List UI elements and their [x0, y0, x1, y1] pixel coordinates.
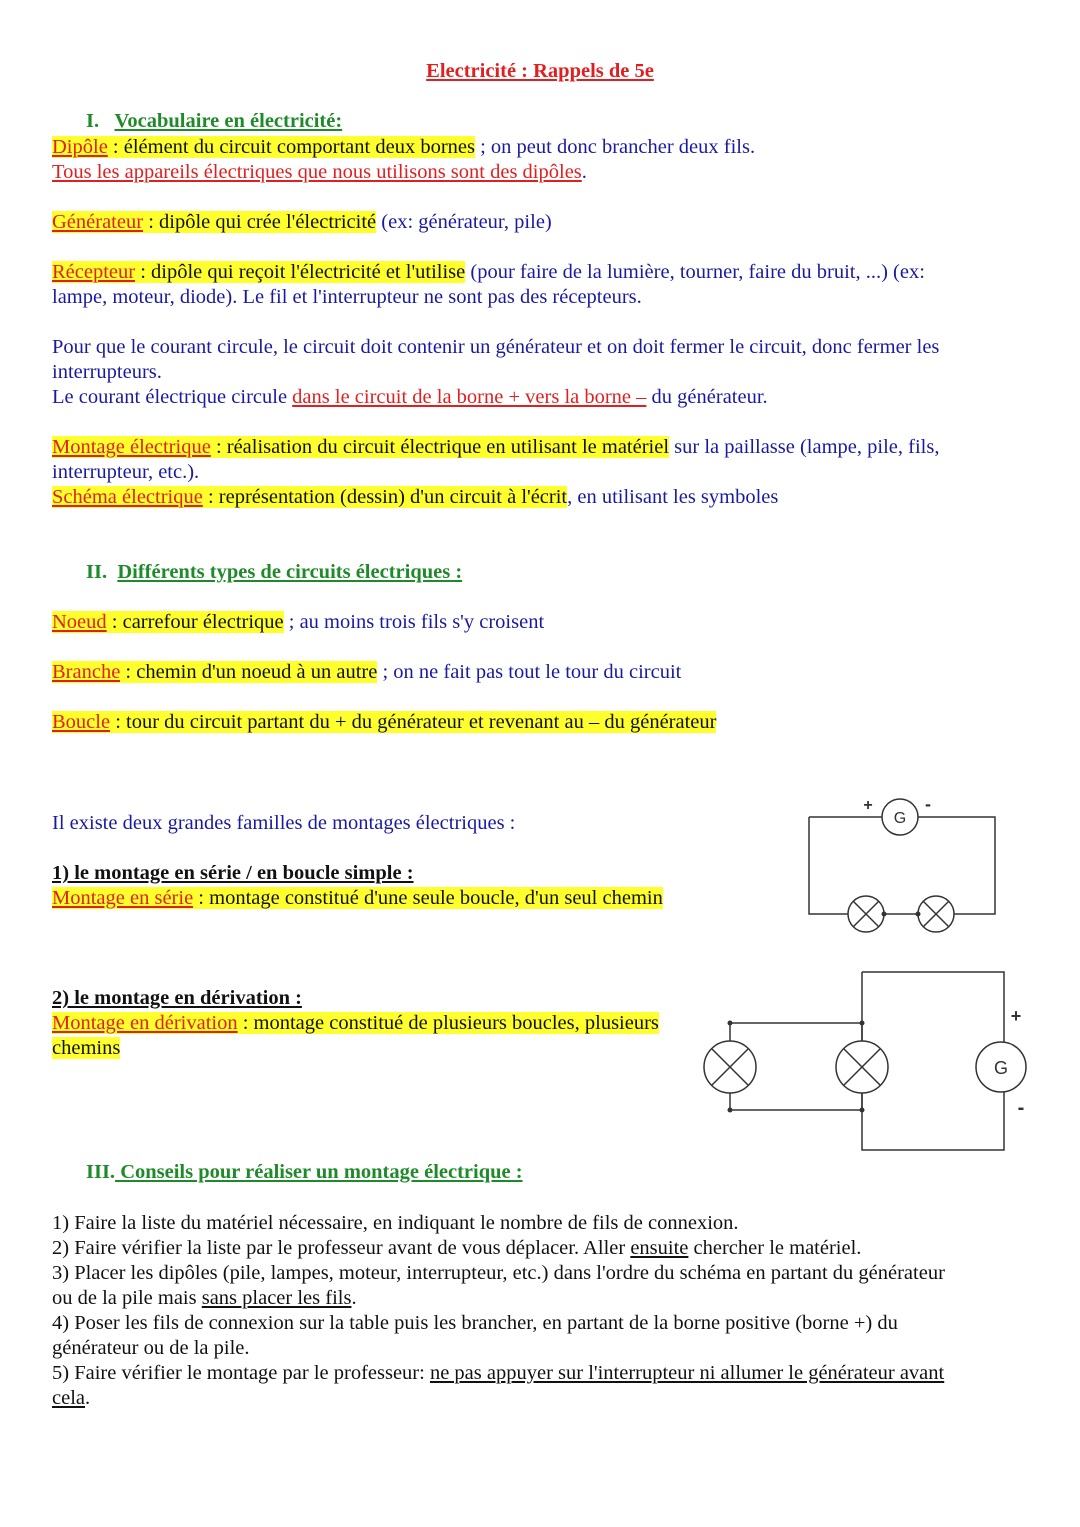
section-2-heading — [86, 561, 462, 584]
conseil-2 — [52, 1236, 861, 1261]
conseil-2-c: chercher le matériel. — [688, 1237, 862, 1259]
generateur-definition — [52, 210, 552, 235]
section-3-number: III. — [86, 1161, 116, 1183]
serie-def: : montage constitué d'une seule boucle, d'un seul chemin — [193, 887, 663, 909]
term-montage: Montage électrique — [52, 436, 211, 458]
branche-rest: ; on ne fait pas tout le tour du circuit — [377, 661, 682, 683]
schema-def: : représentation (dessin) d'un circuit à l'écrit — [202, 486, 568, 508]
boucle-def: : tour du circuit partant du + du générateur et revenant au – du générateur — [110, 711, 717, 733]
montage-definition — [52, 435, 939, 460]
derivation-heading: 2) le montage en dérivation : — [52, 987, 302, 1009]
generateur-def: : dipôle qui crée l'électricité — [143, 211, 377, 233]
conseil-3: 3) Placer les dipôles (pile, lampes, moteur, interrupteur, etc.) dans l'ordre du schéma en partant du générateur — [52, 1262, 945, 1284]
conseil-3-sans-fils: sans placer les fils — [201, 1287, 352, 1309]
dipole-note — [52, 160, 587, 185]
section-2-title: Différents types de circuits électriques : — [117, 561, 463, 583]
term-branche: Branche — [52, 661, 121, 683]
term-boucle: Boucle — [52, 711, 111, 733]
branche-definition — [52, 660, 681, 685]
recepteur-rest: (pour faire de la lumière, tourner, faire du bruit, ...) (ex: — [465, 261, 925, 283]
familles-intro: Il existe deux grandes familles de montages électriques : — [52, 812, 516, 834]
minus-terminal: - — [925, 794, 931, 814]
branche-def: : chemin d'un noeud à un autre — [120, 661, 378, 683]
generator-label: G — [993, 1058, 1009, 1078]
schema-definition — [52, 485, 778, 510]
generateur-rest: (ex: générateur, pile) — [376, 211, 552, 233]
recepteur-def: : dipôle qui reçoit l'électricité et l'utilise — [135, 261, 466, 283]
conseil-3-a: ou de la pile mais — [52, 1287, 202, 1309]
plus-terminal: + — [863, 797, 873, 814]
dipole-def: : élément du circuit comportant deux bornes — [107, 136, 475, 158]
noeud-def: : carrefour électrique — [106, 611, 284, 633]
section-1-number: I. — [86, 110, 100, 132]
generator-label: G — [893, 810, 907, 827]
courant-line2: interrupteurs. — [52, 361, 162, 383]
derivation-def2: chemins — [52, 1037, 121, 1059]
section-3-title: Conseils pour réaliser un montage électrique : — [115, 1161, 523, 1183]
section-1-heading — [86, 110, 342, 133]
boucle-definition — [52, 710, 716, 735]
conseil-1: 1) Faire la liste du matériel nécessaire, en indiquant le nombre de fils de connexion. — [52, 1212, 739, 1234]
montage-line2: interrupteur, etc.). — [52, 461, 200, 483]
parallel-circuit-diagram — [695, 960, 1040, 1160]
section-3-heading — [86, 1161, 523, 1184]
conseil-5-cela: cela — [52, 1387, 85, 1409]
noeud-definition — [52, 610, 544, 635]
serie-heading: 1) le montage en série / en boucle simple : — [52, 862, 414, 884]
dipole-note-text: Tous les appareils électriques que nous utilisons sont des dipôles — [52, 161, 582, 183]
courant-line3-a: Le courant électrique circule — [52, 386, 293, 408]
serie-definition — [52, 886, 663, 911]
term-recepteur: Récepteur — [52, 261, 136, 283]
conseil-2-a: 2) Faire vérifier la liste par le professeur avant de vous déplacer. Aller — [52, 1237, 631, 1259]
derivation-line2 — [52, 1036, 120, 1061]
term-generateur: Générateur — [52, 211, 144, 233]
conseil-5 — [52, 1361, 944, 1386]
term-serie: Montage en série — [52, 887, 194, 909]
dipole-rest: ; on peut donc brancher deux fils. — [474, 136, 756, 158]
section-2-number: II. — [86, 561, 108, 583]
conseil-5-line2 — [52, 1386, 90, 1411]
dipole-definition — [52, 135, 755, 160]
dipole-note-end: . — [581, 161, 587, 183]
recepteur-definition — [52, 260, 925, 285]
courant-line3-c: du générateur. — [646, 386, 768, 408]
noeud-rest: ; au moins trois fils s'y croisent — [283, 611, 545, 633]
courant-line1: Pour que le courant circule, le circuit doit contenir un générateur et on doit fermer le circuit, donc fermer les — [52, 336, 940, 358]
courant-direction: dans le circuit de la borne + vers la borne – — [292, 386, 647, 408]
recepteur-line2: lampe, moteur, diode). Le fil et l'interrupteur ne sont pas des récepteurs. — [52, 286, 642, 308]
montage-rest: sur la paillasse (lampe, pile, fils, — [669, 436, 940, 458]
conseil-2-ensuite: ensuite — [630, 1237, 689, 1259]
term-schema: Schéma électrique — [52, 486, 203, 508]
section-1-title: Vocabulaire en électricité: — [114, 110, 343, 132]
courant-line3 — [52, 385, 768, 410]
derivation-def: : montage constitué de plusieurs boucles, plusieurs — [237, 1012, 659, 1034]
conseil-4-line2: générateur ou de la pile. — [52, 1337, 250, 1359]
conseil-5-a: 5) Faire vérifier le montage par le professeur: — [52, 1362, 430, 1384]
conseil-3-c: . — [351, 1287, 357, 1309]
plus-terminal: + — [1010, 1006, 1022, 1026]
term-dipole: Dipôle — [52, 136, 108, 158]
conseil-4: 4) Poser les fils de connexion sur la table puis les brancher, en partant de la borne positive (borne +) du — [52, 1312, 898, 1334]
term-derivation: Montage en dérivation — [52, 1012, 238, 1034]
conseil-5-warning: ne pas appuyer sur l'interrupteur ni allumer le générateur avant — [429, 1362, 945, 1384]
conseil-3-line2 — [52, 1286, 357, 1311]
conseil-5-end: . — [85, 1387, 91, 1409]
schema-rest: , en utilisant les symboles — [567, 486, 779, 508]
minus-terminal: - — [1017, 1097, 1025, 1119]
derivation-definition — [52, 1011, 659, 1036]
page-title: Electricité : Rappels de 5e — [426, 60, 654, 82]
term-noeud: Noeud — [52, 611, 107, 633]
montage-def: : réalisation du circuit électrique en utilisant le matériel — [210, 436, 670, 458]
series-circuit-diagram — [800, 790, 1005, 945]
